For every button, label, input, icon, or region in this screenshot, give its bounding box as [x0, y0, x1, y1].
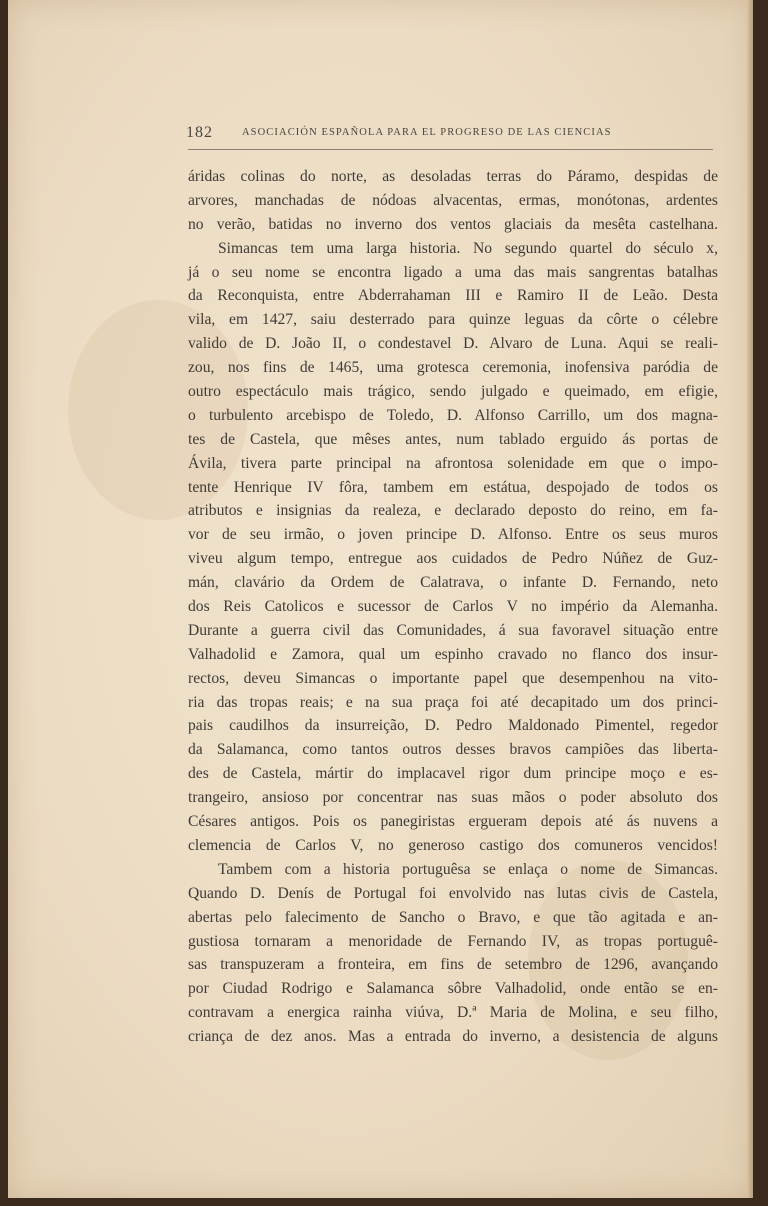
page-number: 182	[186, 124, 213, 141]
text-line: viveu algum tempo, entregue aos cuidados de Pedro Núñez de Guz-	[188, 550, 718, 568]
text-line: gustiosa tornaram a menoridade de Fernando IV, as tropas portuguê-	[188, 932, 718, 950]
text-line: contravam a energica rainha viúva, D.ª Maria de Molina, e seu filho,	[188, 1004, 718, 1022]
text-line: da Salamanca, como tantos outros desses bravos campiões das liberta-	[188, 741, 718, 759]
text-line: arvores, manchadas de nódoas alvacentas, ermas, monótonas, ardentes	[188, 191, 718, 209]
text-line: trangeiro, ansioso por concentrar nas suas mãos o poder absoluto dos	[188, 789, 718, 807]
text-line: outro espectáculo mais trágico, sendo julgado e queimado, em efigie,	[188, 383, 718, 401]
text-line: mán, clavário da Ordem de Calatrava, o infante D. Fernando, neto	[188, 574, 718, 592]
text-line: abertas pelo falecimento de Sancho o Bravo, e que tão agitada e an-	[188, 908, 718, 926]
text-line: já o seu nome se encontra ligado a uma das mais sangrentas batalhas	[188, 263, 718, 281]
header-rule	[188, 149, 713, 150]
text-line: Tambem com a historia portuguêsa se enlaça o nome de Simancas.	[218, 860, 718, 878]
text-line: zou, nos fins de 1465, uma grotesca ceremonia, inofensiva paródia de	[188, 359, 718, 377]
text-line: criança de dez anos. Mas a entrada do inverno, a desistencia de alguns	[188, 1028, 718, 1046]
text-line: o turbulento arcebispo de Toledo, D. Alfonso Carrillo, um dos magna-	[188, 406, 718, 424]
text-line: pais caudilhos da insurreição, D. Pedro Maldonado Pimentel, regedor	[188, 717, 718, 735]
text-line: Simancas tem uma larga historia. No segundo quartel do século x,	[218, 239, 718, 257]
text-line: vila, em 1427, saiu desterrado para quinze leguas da côrte o célebre	[188, 311, 718, 329]
text-line: áridas colinas do norte, as desoladas terras do Páramo, despidas de	[188, 168, 718, 185]
text-line: rectos, deveu Simancas o importante papel que desempenhou na vito-	[188, 669, 718, 687]
text-line: Quando D. Denís de Portugal foi envolvido nas lutas civis de Castela,	[188, 884, 718, 902]
text-line: no verão, batidas no inverno dos ventos glaciais da mesêta castelhana.	[188, 215, 718, 233]
running-title: ASOCIACIÓN ESPAÑOLA PARA EL PROGRESO DE LAS CIENCIAS	[242, 127, 612, 138]
text-line: sas transpuzeram a fronteira, em fins de setembro de 1296, avançando	[188, 956, 718, 974]
body-text	[188, 165, 718, 1049]
text-line: tente Henrique IV fôra, tambem em estátua, despojado de todos os	[188, 478, 718, 496]
text-line: Ávila, tivera parte principal na afrontosa solenidade em que o impo-	[188, 454, 718, 472]
text-line: vor de seu irmão, o joven principe D. Alfonso. Entre os seus muros	[188, 526, 718, 544]
page-edge	[747, 0, 753, 1198]
text-line: atributos e insignias da realeza, e declarado deposto do reino, em fa-	[188, 502, 718, 520]
running-header	[186, 124, 716, 146]
text-line: por Ciudad Rodrigo e Salamanca sôbre Valhadolid, onde então se en-	[188, 980, 718, 998]
text-line: des de Castela, mártir do implacavel rigor dum principe moço e es-	[188, 765, 718, 783]
text-line: ria das tropas reais; e na sua praça foi até decapitado um dos princi-	[188, 693, 718, 711]
text-line: Césares antigos. Pois os panegiristas ergueram depois até ás nuvens a	[188, 813, 718, 831]
text-line: clemencia de Carlos V, no generoso castigo dos comuneros vencidos!	[188, 836, 718, 854]
text-line: Durante a guerra civil das Comunidades, á sua favoravel situação entre	[188, 621, 718, 639]
text-line: valido de D. João II, o condestavel D. Alvaro de Luna. Aqui se reali-	[188, 335, 718, 353]
text-line: tes de Castela, que mêses antes, num tablado erguido ás portas de	[188, 430, 718, 448]
text-line: Valhadolid e Zamora, qual um espinho cravado no flanco dos insur-	[188, 645, 718, 663]
text-line: dos Reis Catolicos e sucessor de Carlos V no império da Alemanha.	[188, 598, 718, 616]
text-line: da Reconquista, entre Abderrahaman III e Ramiro II de Leão. Desta	[188, 287, 718, 305]
